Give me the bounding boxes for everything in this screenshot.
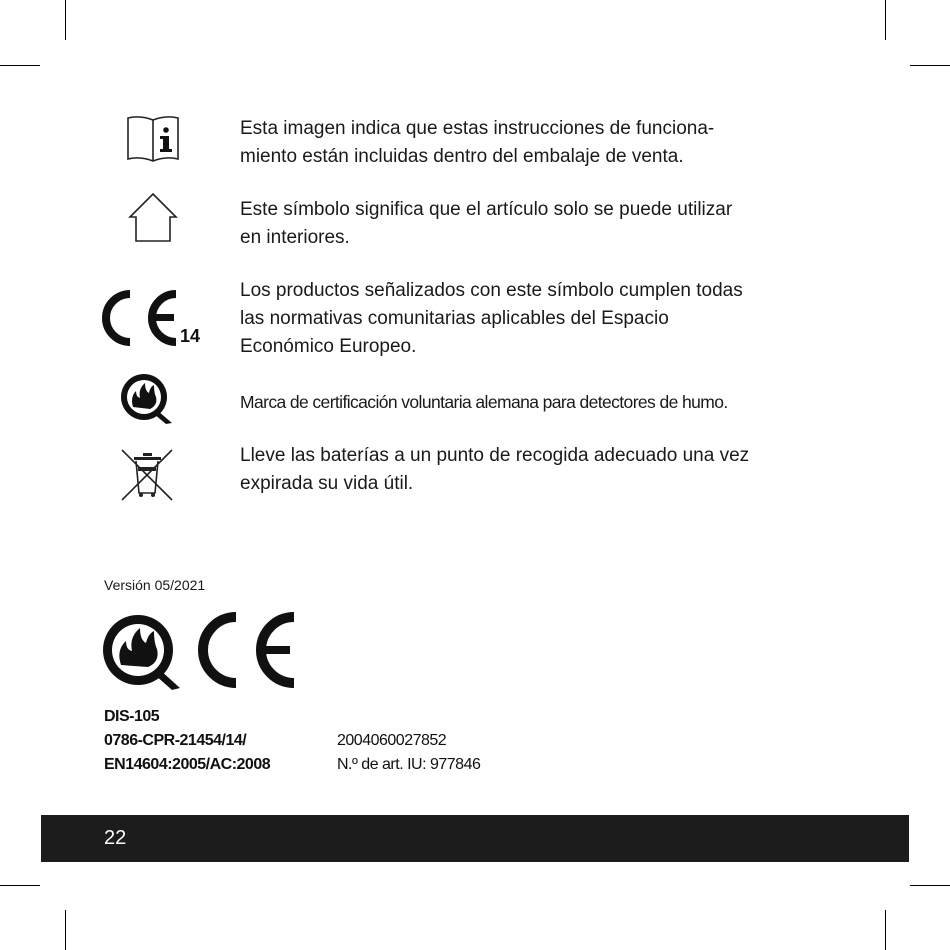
crossed-bin-icon [118,446,176,504]
crop-mark [65,0,66,40]
crop-mark [910,65,950,66]
symbol-description: Esta imagen indica que estas instrucciones de funciona- miento están incluidas dentro del embalaje de venta. [240,118,715,167]
symbol-description: Los productos señalizados con este símbolo cumplen todas las normativas comunitarias aplicables del Espacio Económico Europeo. [240,280,743,357]
standard-number: EN14604:2005/AC:2008 [104,756,271,773]
symbol-description: Marca de certificación voluntaria alemana para detectores de humo. [240,392,728,412]
symbol-description: Este símbolo significa que el artículo solo se puede utilizar en interiores. [240,199,733,248]
footer-bar [41,815,909,862]
article-number: N.º de art. IU: 977846 [337,756,481,773]
house-icon [127,192,179,244]
ean-code: 2004060027852 [337,732,447,749]
manual-info-icon [125,115,181,163]
crop-mark [910,885,950,886]
crop-mark [0,65,40,66]
page-number: 22 [104,827,127,849]
crop-mark [0,885,40,886]
model-number: DIS-105 [104,708,160,725]
ce-mark-icon [203,617,294,683]
dop-number: 0786-CPR-21454/14/ [104,732,247,749]
crop-mark [65,910,66,950]
crop-mark [885,910,886,950]
certification-marks [100,610,305,695]
q-label-icon [103,615,180,690]
crop-mark [885,0,886,40]
q-label-icon [118,371,176,427]
ce-year-label: 14 [180,326,201,346]
symbol-description: Lleve las baterías a un punto de recogida adecuado una vez expirada su vida útil. [240,445,750,494]
version-label: Versión 05/2021 [104,577,206,593]
